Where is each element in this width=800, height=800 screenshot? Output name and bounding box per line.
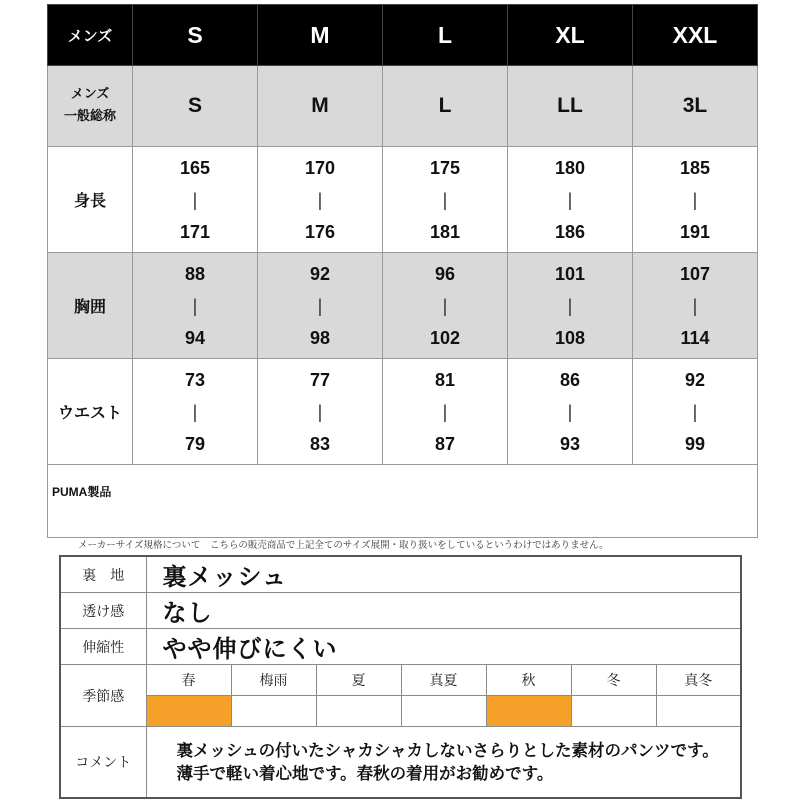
general-size-s: S [133,66,258,147]
lining-label: 裏 地 [60,556,146,593]
mens-header-label: メンズ [48,5,133,66]
brand-note-row [48,465,758,538]
height-range-l: 175 | 181 [383,147,508,253]
stretch-label: 伸縮性 [60,629,146,665]
chest-range-s: 88 | 94 [133,253,258,359]
season-marker [231,696,316,727]
size-table [47,4,758,538]
comment-text: 裏メッシュの付いたシャカシャカしないさらりとした素材のパンツです。 薄手で軽い着心地です。春秋の着用がお勧めです。 [146,727,741,799]
sheer-row [60,593,741,629]
chest-row [48,253,758,359]
size-disclaimer: メーカーサイズ規格について こちらの販売商品で上記全てのサイズ展開・取り扱いをしているというわけではありません。 [78,540,609,551]
waist-range-m: 77 | 83 [258,359,383,465]
season-name: 冬 [571,665,656,696]
chest-range-m: 92 | 98 [258,253,383,359]
chest-range-xl: 101 | 108 [508,253,633,359]
brand-note: PUMA製品 [52,485,112,499]
comment-row [60,727,741,799]
fabric-info-table [59,555,742,799]
general-size-l: L [383,66,508,147]
waist-row [48,359,758,465]
season-name-row [60,665,741,696]
general-size-ll: LL [508,66,633,147]
comment-label: コメント [60,727,146,799]
chest-range-xxl: 107 | 114 [633,253,758,359]
general-size-row [48,66,758,147]
waist-range-s: 73 | 79 [133,359,258,465]
height-range-s: 165 | 171 [133,147,258,253]
season-marker [401,696,486,727]
height-label: 身長 [48,147,133,253]
season-marker [486,696,571,727]
season-name: 秋 [486,665,571,696]
waist-range-l: 81 | 87 [383,359,508,465]
season-name: 真夏 [401,665,486,696]
height-range-xl: 180 | 186 [508,147,633,253]
waist-range-xl: 86 | 93 [508,359,633,465]
size-header-xl: XL [508,5,633,66]
season-name: 真冬 [656,665,741,696]
season-name: 春 [146,665,231,696]
waist-label: ウエスト [48,359,133,465]
season-marker [316,696,401,727]
height-row [48,147,758,253]
height-range-xxl: 185 | 191 [633,147,758,253]
sheer-value: なし [146,593,741,629]
general-size-3l: 3L [633,66,758,147]
height-range-m: 170 | 176 [258,147,383,253]
general-size-label: メンズ 一般総称 [48,66,133,147]
sheer-label: 透け感 [60,593,146,629]
season-name: 梅雨 [231,665,316,696]
lining-value: 裏メッシュ [146,556,741,593]
season-marker [146,696,231,727]
season-name: 夏 [316,665,401,696]
chest-range-l: 96 | 102 [383,253,508,359]
general-size-m: M [258,66,383,147]
season-mark-row [60,696,741,727]
chest-label: 胸囲 [48,253,133,359]
size-header-l: L [383,5,508,66]
waist-range-xxl: 92 | 99 [633,359,758,465]
season-label: 季節感 [60,665,146,727]
season-marker [656,696,741,727]
size-header-m: M [258,5,383,66]
size-header-row [48,5,758,66]
stretch-value: やや伸びにくい [146,629,741,665]
lining-row [60,556,741,593]
season-marker [571,696,656,727]
size-header-xxl: XXL [633,5,758,66]
size-header-s: S [133,5,258,66]
stretch-row [60,629,741,665]
